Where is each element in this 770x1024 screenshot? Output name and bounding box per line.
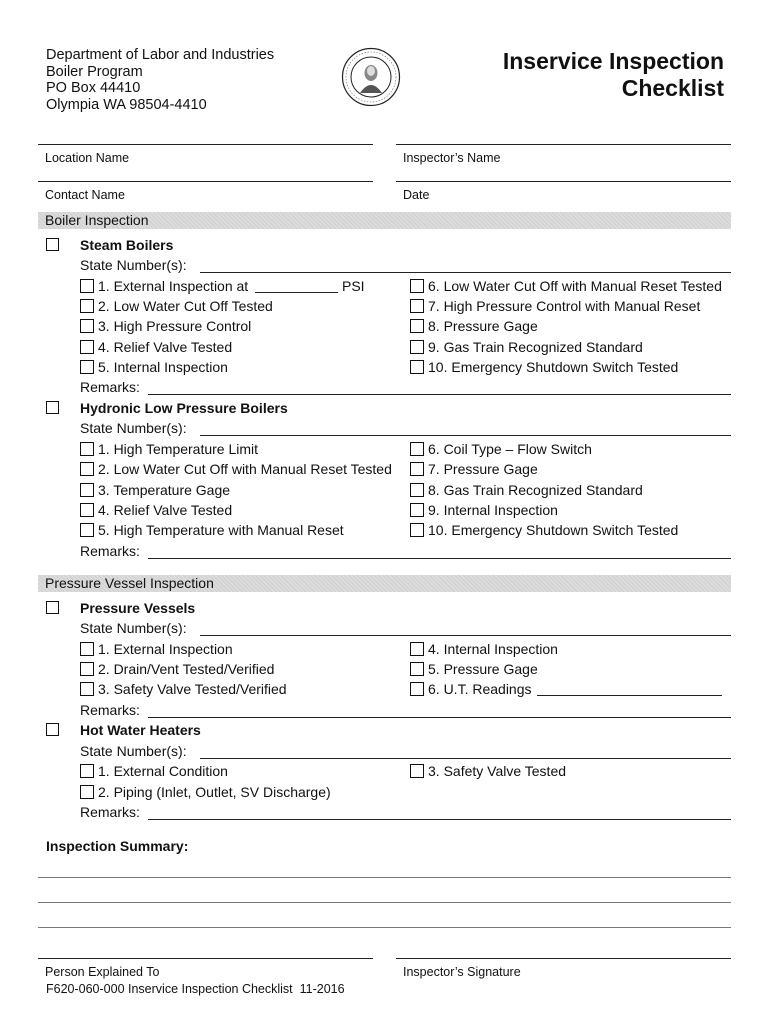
hydronic-item-1[interactable] [80,441,258,457]
section-header-pressure-vessel: Pressure Vessel Inspection [38,575,731,592]
checkbox[interactable] [80,523,94,537]
item-label: 3. Temperature Gage [98,482,231,498]
steam-item-2[interactable] [80,298,273,314]
summary-line[interactable] [38,877,731,878]
hydronic-item-3[interactable] [80,482,230,498]
steam-item-7[interactable] [410,298,700,314]
item-label: 4. Relief Valve Tested [98,502,233,518]
checkbox[interactable] [80,360,94,374]
checkbox[interactable] [410,360,424,374]
psi-label: PSI [342,278,365,294]
checkbox[interactable] [80,682,94,696]
checkbox[interactable] [80,642,94,656]
vessels-item-1[interactable] [80,641,233,657]
checkbox[interactable] [80,662,94,676]
psi-input[interactable] [255,292,338,293]
vessels-item-6[interactable] [410,681,532,697]
page-title [503,48,724,102]
steam-item-8[interactable] [410,318,538,334]
vessels-item-2[interactable] [80,661,274,677]
item-label: 5. Pressure Gage [428,661,538,677]
item-label: 6. U.T. Readings [428,681,532,697]
checkbox[interactable] [410,442,424,456]
section-header-boiler: Boiler Inspection [38,212,731,229]
hot-water-heaters-heading: Hot Water Heaters [80,722,201,738]
address-line: Boiler Program [46,63,143,80]
hydronic-item-9[interactable] [410,502,558,518]
item-label: 9. Gas Train Recognized Standard [428,339,643,355]
item-label: 9. Internal Inspection [428,502,558,518]
vessels-remarks-label: Remarks: [80,702,140,718]
location-name-label: Location Name [45,151,130,165]
hydronic-remarks-label: Remarks: [80,543,140,559]
steam-item-3[interactable] [80,318,251,334]
item-label: 1. External Inspection at [98,278,249,294]
vessels-remarks-input[interactable] [148,717,731,718]
item-label: 2. Low Water Cut Off Tested [98,298,273,314]
hydronic-item-7[interactable] [410,461,538,477]
item-label: 5. High Temperature with Manual Reset [98,522,344,538]
checkbox[interactable] [80,442,94,456]
heaters-remarks-label: Remarks: [80,804,140,820]
state-seal-icon [341,47,401,107]
agency-address [46,47,274,113]
checkbox[interactable] [410,503,424,517]
hydronic-state-numbers-label: State Number(s): [80,420,187,436]
location-name-field[interactable] [38,144,373,164]
item-label: 6. Low Water Cut Off with Manual Reset Tested [428,278,722,294]
item-label: 1. External Condition [98,763,228,779]
checkbox[interactable] [80,462,94,476]
hydronic-boilers-heading: Hydronic Low Pressure Boilers [80,400,288,416]
steam-item-6[interactable] [410,278,722,294]
hydronic-item-10[interactable] [410,522,678,538]
person-explained-label: Person Explained To [45,965,160,979]
hydronic-remarks-input[interactable] [148,558,731,559]
checkbox[interactable] [410,279,424,293]
heaters-item-2[interactable] [80,784,331,800]
item-label: 10. Emergency Shutdown Switch Tested [428,359,679,375]
checkbox[interactable] [80,764,94,778]
vessels-item-3[interactable] [80,681,287,697]
checkbox[interactable] [80,279,94,293]
person-explained-field[interactable] [38,958,373,978]
inspection-summary-label: Inspection Summary: [46,838,189,854]
steam-item-9[interactable] [410,339,643,355]
ut-readings-input[interactable] [537,695,722,696]
checkbox[interactable] [410,682,424,696]
item-label: 3. Safety Valve Tested [428,763,567,779]
steam-remarks-input[interactable] [148,394,731,395]
item-label: 3. High Pressure Control [98,318,252,334]
item-label: 2. Low Water Cut Off with Manual Reset Tested [98,461,392,477]
checkbox[interactable] [410,642,424,656]
steam-boilers-checkbox[interactable] [46,238,59,251]
hydronic-state-numbers-input[interactable] [200,435,731,436]
inspector-signature-field[interactable] [396,958,731,978]
title-line: Checklist [621,75,724,101]
date-label: Date [403,188,430,202]
steam-item-1[interactable] [80,278,248,294]
title-line: Inservice Inspection [502,48,724,74]
item-label: 2. Piping (Inlet, Outlet, SV Discharge) [98,784,331,800]
hydronic-item-5[interactable] [80,522,344,538]
checkbox[interactable] [410,764,424,778]
checkbox[interactable] [410,483,424,497]
checkbox[interactable] [80,340,94,354]
heaters-state-numbers-input[interactable] [200,758,731,759]
checkbox[interactable] [410,340,424,354]
item-label: 6. Coil Type – Flow Switch [428,441,592,457]
item-label: 7. Pressure Gage [428,461,538,477]
item-label: 1. High Temperature Limit [98,441,259,457]
heaters-item-3[interactable] [410,763,566,779]
pressure-vessels-checkbox[interactable] [46,601,59,614]
vessels-state-numbers-label: State Number(s): [80,620,187,636]
summary-line[interactable] [38,902,731,903]
heaters-remarks-input[interactable] [148,819,731,820]
hydronic-item-4[interactable] [80,502,232,518]
address-line: Olympia WA 98504-4410 [46,96,207,113]
item-label: 4. Relief Valve Tested [98,339,233,355]
contact-name-label: Contact Name [45,188,125,202]
contact-name-field[interactable] [38,181,373,201]
checkbox[interactable] [80,785,94,799]
checkbox[interactable] [80,299,94,313]
item-label: 10. Emergency Shutdown Switch Tested [428,522,679,538]
inspectors-name-label: Inspector’s Name [403,151,501,165]
steam-item-4[interactable] [80,339,232,355]
item-label: 8. Pressure Gage [428,318,538,334]
inspector-signature-label: Inspector’s Signature [403,965,521,979]
form-id: F620-060-000 Inservice Inspection Checklist 11-2016 [46,982,345,996]
checkbox[interactable] [410,462,424,476]
item-label: 8. Gas Train Recognized Standard [428,482,643,498]
steam-item-5[interactable] [80,359,228,375]
checkbox[interactable] [410,299,424,313]
item-label: 2. Drain/Vent Tested/Verified [98,661,275,677]
address-line: Department of Labor and Industries [46,47,275,63]
inspectors-name-field[interactable] [396,144,731,164]
heaters-state-numbers-label: State Number(s): [80,743,187,759]
checkbox[interactable] [80,483,94,497]
date-field[interactable] [396,181,731,201]
hydronic-item-2[interactable] [80,461,392,477]
steam-boilers-heading: Steam Boilers [80,237,174,253]
address-line: PO Box 44410 [46,80,141,96]
steam-item-10[interactable] [410,359,678,375]
item-label: 7. High Pressure Control with Manual Reset [428,298,701,314]
hot-water-heaters-checkbox[interactable] [46,723,59,736]
hydronic-item-6[interactable] [410,441,592,457]
hydronic-boilers-checkbox[interactable] [46,401,59,414]
checkbox[interactable] [80,503,94,517]
hydronic-item-8[interactable] [410,482,643,498]
checkbox[interactable] [410,662,424,676]
summary-line[interactable] [38,927,731,928]
steam-remarks-label: Remarks: [80,379,140,395]
checkbox[interactable] [410,319,424,333]
steam-state-numbers-label: State Number(s): [80,257,187,273]
vessels-state-numbers-input[interactable] [200,635,731,636]
steam-state-numbers-input[interactable] [200,272,731,273]
heaters-item-1[interactable] [80,763,228,779]
vessels-item-4[interactable] [410,641,558,657]
item-label: 3. Safety Valve Tested/Verified [98,681,287,697]
item-label: 4. Internal Inspection [428,641,558,657]
pressure-vessels-heading: Pressure Vessels [80,600,196,616]
checkbox[interactable] [410,523,424,537]
vessels-item-5[interactable] [410,661,538,677]
item-label: 1. External Inspection [98,641,233,657]
item-label: 5. Internal Inspection [98,359,228,375]
checkbox[interactable] [80,319,94,333]
